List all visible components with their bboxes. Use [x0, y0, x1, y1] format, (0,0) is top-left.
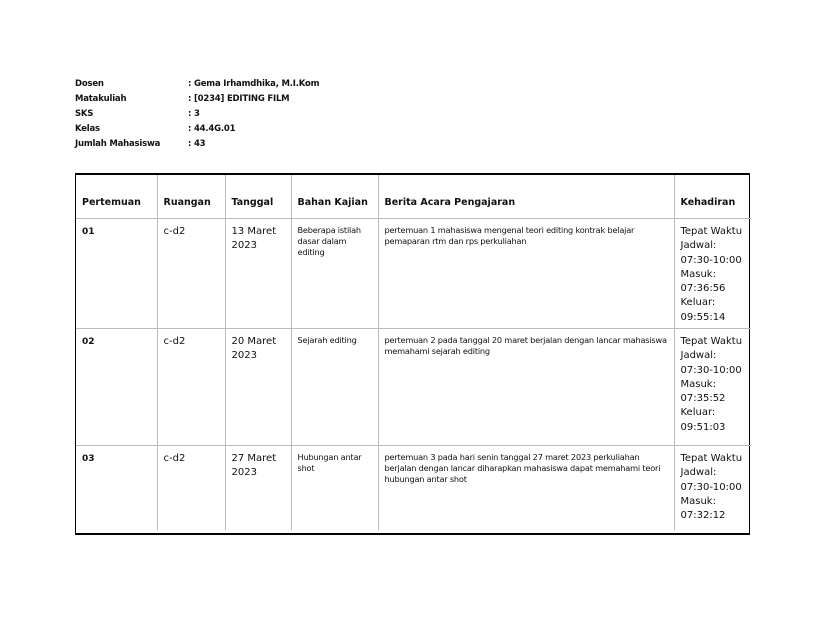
cell-ruangan: c-d2: [157, 446, 225, 530]
kehadiran-keluar-value: 09:55:14: [680, 311, 726, 323]
info-value: : [0234] EDITING FILM: [188, 93, 290, 104]
attendance-table: [76, 175, 751, 530]
info-row-jumlah-mahasiswa: [75, 136, 319, 151]
kehadiran-jadwal-value: 07:30-10:00: [680, 481, 742, 493]
info-value: : Gema Irhamdhika, M.I.Kom: [188, 78, 320, 89]
cell-berita-acara: pertemuan 3 pada hari senin tanggal 27 maret 2023 perkuliahan berjalan dengan lancar diharapkan mahasiswa dapat memahami teori hubungan antar shot: [378, 446, 674, 530]
info-row-dosen: [75, 76, 319, 91]
course-info: [75, 76, 319, 151]
header-berita-acara: Berita Acara Pengajaran: [378, 175, 674, 219]
table-row: [76, 446, 751, 530]
cell-bahan-kajian: Beberapa istilah dasar dalam editing: [291, 219, 378, 329]
cell-berita-acara: pertemuan 1 mahasiswa mengenal teori editing kontrak belajar pemaparan rtm dan rps perkuliahan: [378, 219, 674, 329]
table-row: [76, 219, 751, 329]
info-value: : 44.4G.01: [188, 123, 236, 134]
kehadiran-jadwal-label: Jadwal:: [680, 350, 717, 362]
cell-pertemuan: 01: [76, 219, 157, 329]
kehadiran-jadwal-label: Jadwal:: [680, 240, 717, 252]
kehadiran-status: Tepat Waktu: [680, 453, 743, 464]
kehadiran-keluar-label: Keluar:: [680, 297, 716, 309]
header-pertemuan: Pertemuan: [76, 175, 157, 219]
kehadiran-jadwal-label: Jadwal:: [680, 467, 717, 479]
kehadiran-masuk-value: 07:32:12: [680, 510, 726, 522]
info-row-sks: [75, 106, 319, 121]
info-label: Dosen: [75, 78, 104, 89]
kehadiran-masuk-label: Masuk:: [680, 378, 716, 390]
table-row: [76, 329, 751, 446]
table-header-row: [76, 175, 751, 219]
kehadiran-jadwal-value: 07:30-10:00: [680, 364, 742, 376]
info-label: Jumlah Mahasiswa: [75, 138, 161, 149]
kehadiran-keluar-value: 09:51:03: [680, 421, 726, 433]
kehadiran-masuk-label: Masuk:: [680, 495, 716, 507]
info-value: : 3: [188, 108, 200, 119]
cell-bahan-kajian: Hubungan antar shot: [291, 446, 378, 530]
header-kehadiran: Kehadiran: [674, 175, 751, 219]
info-label: Matakuliah: [75, 93, 127, 104]
cell-kehadiran: [674, 219, 751, 329]
kehadiran-jadwal-value: 07:30-10:00: [680, 254, 742, 266]
kehadiran-keluar-label: Keluar:: [680, 407, 716, 419]
header-tanggal: Tanggal: [225, 175, 291, 219]
info-label: SKS: [75, 108, 94, 119]
info-label: Kelas: [75, 123, 100, 134]
kehadiran-status: Tepat Waktu: [680, 226, 743, 237]
cell-ruangan: c-d2: [157, 219, 225, 329]
cell-berita-acara: pertemuan 2 pada tanggal 20 maret berjalan dengan lancar mahasiswa memahami sejarah editing: [378, 329, 674, 446]
attendance-table-wrapper: [75, 173, 750, 535]
cell-ruangan: c-d2: [157, 329, 225, 446]
cell-tanggal: 13 Maret 2023: [225, 219, 291, 329]
info-row-matakuliah: [75, 91, 319, 106]
cell-tanggal: 27 Maret 2023: [225, 446, 291, 530]
header-bahan-kajian: Bahan Kajian: [291, 175, 378, 219]
info-value: : 43: [188, 138, 206, 149]
cell-tanggal: 20 Maret 2023: [225, 329, 291, 446]
kehadiran-masuk-value: 07:36:56: [680, 283, 726, 295]
kehadiran-status: Tepat Waktu: [680, 336, 743, 347]
header-ruangan: Ruangan: [157, 175, 225, 219]
cell-kehadiran: [674, 446, 751, 530]
cell-pertemuan: 02: [76, 329, 157, 446]
kehadiran-masuk-label: Masuk:: [680, 268, 716, 280]
cell-bahan-kajian: Sejarah editing: [291, 329, 378, 446]
cell-kehadiran: [674, 329, 751, 446]
kehadiran-masuk-value: 07:35:52: [680, 393, 726, 405]
cell-pertemuan: 03: [76, 446, 157, 530]
info-row-kelas: [75, 121, 319, 136]
